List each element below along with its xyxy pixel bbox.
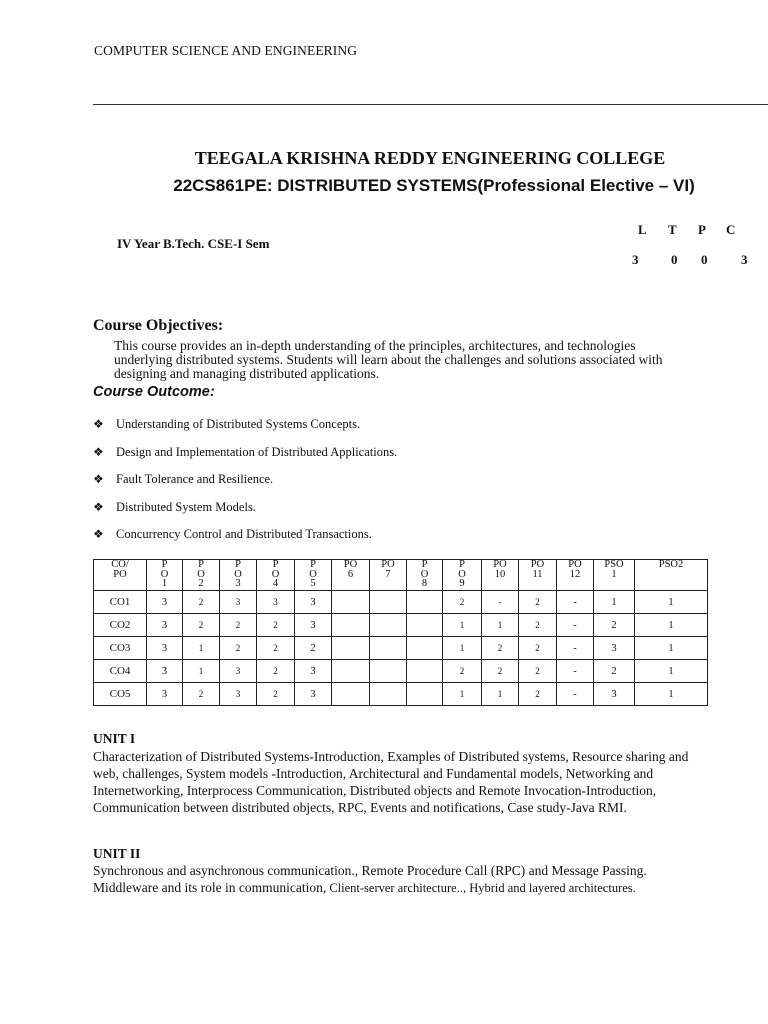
table-cell: 3 [220, 683, 257, 706]
table-cell [332, 637, 370, 660]
table-cell: 1 [183, 660, 220, 683]
table-header-row [94, 560, 708, 591]
table-header-cell: PO 6 [332, 560, 370, 591]
table-cell: 3 [295, 591, 332, 614]
table-cell: 3 [147, 614, 183, 637]
unit-1-title: UNIT I [93, 731, 136, 746]
table-cell: 3 [257, 591, 295, 614]
table-header-cell: PO 11 [519, 560, 557, 591]
ltpc-value-p: 0 [701, 252, 708, 267]
header-divider [93, 104, 768, 105]
table-cell: 1 [482, 683, 519, 706]
unit-2-title: UNIT II [93, 846, 141, 861]
diamond-bullet-icon: ❖ [93, 527, 104, 542]
table-cell: 2 [257, 660, 295, 683]
table-header-cell: P O 2 [183, 560, 220, 591]
table-cell [407, 637, 443, 660]
table-cell: 2 [519, 683, 557, 706]
table-row [94, 637, 708, 660]
table-cell [332, 660, 370, 683]
list-item [93, 417, 693, 445]
outcome-text: Design and Implementation of Distributed Applications. [116, 444, 398, 459]
college-name: TEEGALA KRISHNA REDDY ENGINEERING COLLEGE [194, 148, 666, 168]
year-semester: IV Year B.Tech. CSE-I Sem [117, 236, 270, 251]
table-cell: 3 [147, 637, 183, 660]
table-cell [332, 614, 370, 637]
objectives-text: This course provides an in-depth understanding of the principles, architectures, and technologies underlying distributed systems. Students will learn about the challenges and solutions associated with designing and managing distributed applications. [114, 338, 663, 381]
outcome-text: Fault Tolerance and Resilience. [116, 472, 274, 487]
table-header-cell: PO 7 [370, 560, 407, 591]
table-cell: 3 [594, 683, 635, 706]
ltpc-value-c: 3 [741, 252, 748, 267]
outcome-text: Distributed System Models. [116, 499, 256, 514]
table-header-cell: P O 5 [295, 560, 332, 591]
table-cell: 2 [482, 660, 519, 683]
unit-1-text: Characterization of Distributed Systems-Introduction, Examples of Distributed systems, Resource sharing and web, challenges, System models -Introduction, Architectural and Fundamental models, Networking and Internetworking, Interprocess Communication, Distributed objects and Remote Invocation-Introduction, Communication between distributed objects, RPC, Events and notifications, Case study-Java RMI. [93, 749, 689, 815]
outcome-text: Understanding of Distributed Systems Concepts. [116, 417, 361, 431]
table-header-cell: P O 9 [443, 560, 482, 591]
diamond-bullet-icon: ❖ [93, 444, 104, 459]
table-cell [370, 637, 407, 660]
row-label-cell: CO5 [94, 683, 147, 706]
table-cell [407, 660, 443, 683]
outcomes-title: Course Outcome: [93, 384, 215, 400]
outcomes-list [93, 417, 693, 555]
ltpc-label-t: T [668, 222, 677, 237]
table-cell: 1 [635, 660, 708, 683]
table-cell: 2 [183, 614, 220, 637]
table-cell: - [482, 591, 519, 614]
table-row [94, 660, 708, 683]
table-cell: 1 [482, 614, 519, 637]
table-header-cell: PSO 1 [594, 560, 635, 591]
unit-2-text-main: Synchronous and asynchronous communication., Remote Procedure Call (RPC) and Message Passing. Middleware and its role in communication, [93, 863, 647, 895]
table-cell: 3 [220, 660, 257, 683]
table-cell: 3 [295, 683, 332, 706]
row-label-cell: CO1 [94, 591, 147, 614]
table-cell: 3 [295, 660, 332, 683]
table-cell [407, 591, 443, 614]
list-item [93, 445, 693, 473]
list-item [93, 472, 693, 500]
table-cell: 2 [183, 591, 220, 614]
table-cell [370, 683, 407, 706]
table-header-cell: P O 1 [147, 560, 183, 591]
table-header-cell: P O 8 [407, 560, 443, 591]
table-cell: 1 [635, 637, 708, 660]
table-cell: 3 [147, 660, 183, 683]
table-cell: 2 [443, 591, 482, 614]
table-header-cell: P O 3 [220, 560, 257, 591]
table-cell: 3 [147, 591, 183, 614]
table-cell: 1 [635, 614, 708, 637]
row-label-cell: CO4 [94, 660, 147, 683]
row-label-cell: CO2 [94, 614, 147, 637]
table-cell: 2 [220, 614, 257, 637]
table-cell: 3 [220, 591, 257, 614]
table-cell: 2 [482, 637, 519, 660]
diamond-bullet-icon: ❖ [93, 417, 104, 431]
table-cell: - [557, 591, 594, 614]
table-cell: 2 [295, 637, 332, 660]
table-cell: 2 [519, 660, 557, 683]
diamond-bullet-icon: ❖ [93, 499, 104, 514]
table-cell: 2 [443, 660, 482, 683]
table-cell [370, 660, 407, 683]
table-cell: 2 [220, 637, 257, 660]
table-cell: 2 [519, 591, 557, 614]
table-header-cell: PO 10 [482, 560, 519, 591]
table-header-cell: CO/ PO [94, 560, 147, 591]
table-cell: 3 [147, 683, 183, 706]
table-header-cell: PSO2 [635, 560, 708, 591]
ltpc-value-l: 3 [632, 252, 639, 267]
table-cell [332, 591, 370, 614]
department-header: COMPUTER SCIENCE AND ENGINEERING [94, 43, 358, 58]
table-cell [370, 614, 407, 637]
table-cell [407, 614, 443, 637]
table-cell: 2 [183, 683, 220, 706]
ltpc-value-t: 0 [671, 252, 678, 267]
table-cell: 2 [257, 683, 295, 706]
table-cell: 1 [443, 614, 482, 637]
table-cell [407, 683, 443, 706]
table-cell: - [557, 660, 594, 683]
table-cell: 2 [257, 614, 295, 637]
table-cell: 2 [519, 637, 557, 660]
table-cell [332, 683, 370, 706]
table-cell: 1 [594, 591, 635, 614]
course-title: 22CS861PE: DISTRIBUTED SYSTEMS(Professional Elective – VI) [173, 176, 695, 195]
table-row [94, 683, 708, 706]
table-cell: 1 [635, 683, 708, 706]
table-cell: 1 [443, 637, 482, 660]
outcome-text: Concurrency Control and Distributed Transactions. [116, 527, 372, 542]
table-cell: 2 [594, 660, 635, 683]
ltpc-label-p: P [698, 222, 706, 237]
table-cell: - [557, 683, 594, 706]
table-cell: 1 [183, 637, 220, 660]
table-cell: 1 [443, 683, 482, 706]
row-label-cell: CO3 [94, 637, 147, 660]
table-header-cell: P O 4 [257, 560, 295, 591]
table-cell: 2 [257, 637, 295, 660]
co-po-mapping-table [93, 559, 708, 706]
table-row [94, 591, 708, 614]
unit-2-text-small: Client-server architecture.., Hybrid and layered architectures. [326, 881, 636, 895]
unit-2-text [93, 862, 683, 897]
table-header-cell: PO 12 [557, 560, 594, 591]
objectives-title: Course Objectives: [93, 317, 224, 334]
list-item [93, 500, 693, 528]
list-item [93, 527, 693, 555]
table-cell: - [557, 614, 594, 637]
table-cell [370, 591, 407, 614]
ltpc-label-l: L [638, 222, 647, 237]
ltpc-label-c: C [726, 222, 736, 237]
table-row [94, 614, 708, 637]
table-cell: 3 [594, 637, 635, 660]
table-cell: 2 [594, 614, 635, 637]
table-cell: 2 [519, 614, 557, 637]
table-cell: 1 [635, 591, 708, 614]
table-cell: - [557, 637, 594, 660]
table-cell: 3 [295, 614, 332, 637]
diamond-bullet-icon: ❖ [93, 472, 104, 487]
